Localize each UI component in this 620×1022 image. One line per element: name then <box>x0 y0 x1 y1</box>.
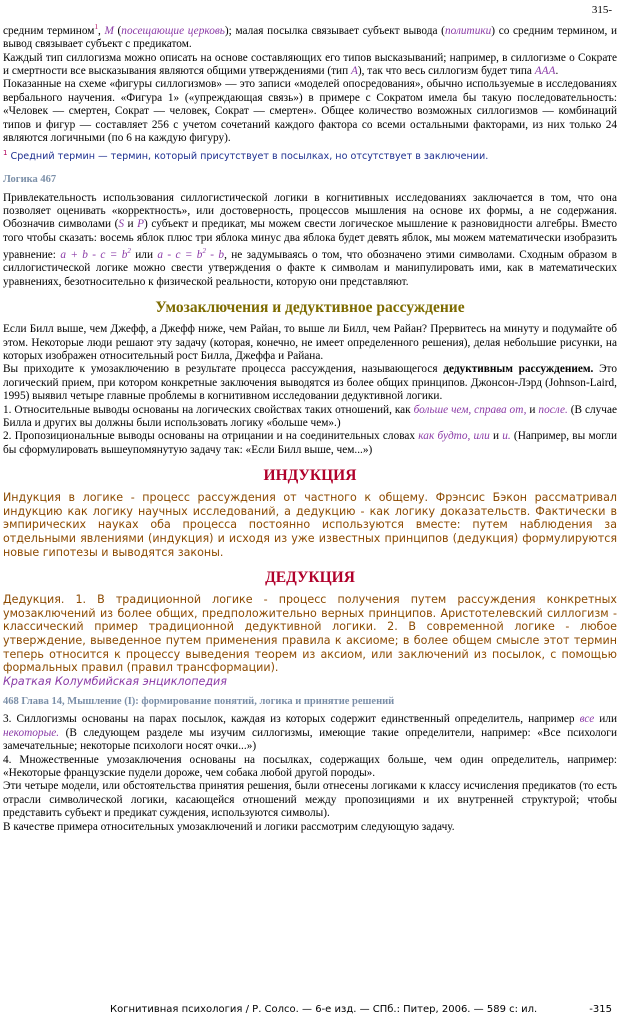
paragraph-syllogism-terms <box>3 21 617 52</box>
paragraph-syllogism-figures: Показанные на схеме «фигуры силлогизмов» — это записи «моделей опосредования», обычно используемые в исследованиях вербального научения. «Фигура 1» («упреждающая связь») в примере с Сократом имела бы такую последовательность: «Человек — смертен, Сократ — человек, Сократ — смертен». Общее количество возможных силлогизмов — комбинаций типов и фигур — составляет 256 с учетом сочетаний каждого фактора со всеми остальными факторами, из них только 24 являются логичными (по 6 на каждую фигуру). <box>3 78 617 145</box>
page-number-top: 315- <box>591 4 612 16</box>
heading-deduction: ДЕДУКЦИЯ <box>265 569 355 587</box>
term-deductive: дедуктивным рассуждением. <box>443 363 594 376</box>
equation-2-sup: 2 <box>202 247 206 256</box>
deduction-definition: Дедукция. 1. В традиционной логике - процесс получения путем рассуждения конкретных умозаключений из более общих, предположительно верных принципов. Аристотелевский силлогизм - классический пример традиционной дедуктивной логики. 2. В современной логике - любое утверждение, выведенное путем применения правила к аксиоме; в более общем смысле этот термин теперь относится к процессу выведения теорем из аксиом, или заключений из посылок, с помощью формальных правил (правил трансформации). <box>3 593 617 675</box>
footnote-text: Средний термин — термин, который присутствует в посылках, но отсутствует в заключении. <box>7 151 489 163</box>
induction-definition: Индукция в логике - процесс рассуждения от частного к общему. Фрэнсис Бэкон рассматривал индукцию как логику научных исследований, а дедукцию - как логику доказательств. Фактически в эмпирических науках оба процесса постоянно используются вместе: путем наблюдения за отдельными явлениями (индукция) и исходя из уже известных принципов (дедукция) формулируются новые гипотезы и выводятся законы. <box>3 491 617 559</box>
equation-1-text: a + b - c = b <box>60 249 128 261</box>
term-m: M <box>104 24 114 37</box>
page-body <box>3 0 617 834</box>
paragraph-logic-algebra <box>3 192 617 290</box>
equation-1-sup: 2 <box>127 247 131 256</box>
text: , <box>97 24 105 37</box>
text: ) со средним термином, и вывод связывает субъект с предикатом. <box>3 24 618 51</box>
footnote-mark: 1 <box>3 149 8 158</box>
text: и <box>489 430 503 443</box>
text: 1. Относительные выводы основаны на логических свойствах таких отношений, как <box>3 403 414 416</box>
text: , не задумываясь о том, что обозначено этими символами. Сходным образом в силлогистической логике можно свести утверждения о факте к символам и манипулировать ими, как в математических уравнениях, безотносительно к физической реальности, которую они представляют. <box>3 249 617 288</box>
text: (Например, вы могли бы сформулировать вышеупомянутую задачу так: «Если Билл выше, чем...») <box>3 430 617 456</box>
chapter-header: 468 Глава 14, Мышление (I): формирование понятий, логика и принятие решений <box>3 696 395 708</box>
text: и <box>124 218 138 231</box>
text: (В случае Билла и других вы должны были использовать логику «больше чем».) <box>3 403 617 430</box>
equation-2 <box>157 249 224 261</box>
equation-2-tail: - b <box>205 249 225 261</box>
text: ); малая посылка связывает субъект вывода ( <box>224 24 445 37</box>
example-term: после. <box>538 403 568 416</box>
paragraph-bill-problem: Если Билл выше, чем Джефф, а Джефф ниже, чем Райан, то выше ли Билл, чем Райан? Прервитесь на минуту и подумайте об этом. Некоторые люди решают эту задачу (которая, конечно, не имеет определенного решения), делая небольшие рисунки, на которых изображен относительный рост Билла, Джеффа и Райана. <box>3 323 617 363</box>
footer-page-number: -315 <box>589 1004 612 1015</box>
paragraph-predicate-calculus: Эти четыре модели, или обстоятельства принятия решения, были отнесены логиками к классу исчисления предикатов (то есть отрасли символической логики, касающейся отношений между пропозициями и их внутренней структурой; чтобы представить субъект и предикат суждения, используются символы). <box>3 780 617 820</box>
equation-2-text: a - c = b <box>157 249 203 261</box>
list-item-4: 4. Множественные умозаключения основаны на посылках, содержащих больше, чем один определитель, например: «Некоторые французские пудели дороже, чем собака любой другой породы». <box>3 753 617 780</box>
term-politicians: политики <box>444 24 492 37</box>
type-a: А <box>350 64 358 77</box>
equation-1 <box>60 249 131 261</box>
list-item-2 <box>3 430 617 457</box>
heading-induction: ИНДУКЦИЯ <box>263 467 357 485</box>
footnote-ref[interactable]: 1 <box>94 23 98 31</box>
example-terms: как будто, или <box>418 430 490 443</box>
text: ) субъект и предикат, мы можем свести логическое мышление к разновидности алгебры. Вместо того чтобы сказать: восемь яблок плюс три яблока минус два яблока будет девять яблок, мы можем математически изобразить уравнение: <box>3 218 617 261</box>
footer-reference: Когнитивная психология / Р. Солсо. — 6-е изд. — СПб.: Питер, 2006. — 589 с: ил. <box>110 1004 538 1015</box>
section-header-logic: Логика 467 <box>3 173 57 185</box>
text: Вы приходите к умозаключению в результате процесса рассуждения, называющегося <box>3 363 444 376</box>
text: . <box>555 64 559 77</box>
text: средним термином <box>3 24 95 37</box>
text: ), так что весь силлогизм будет типа <box>357 64 535 77</box>
term-churchgoers: посещающие церковь <box>121 24 225 37</box>
type-aaa: ААА <box>534 64 556 77</box>
text: (В следующем разделе мы изучим силлогизмы, имеющие такие определители, например: «Все психологи замечательные; некоторые психологи носят очки...») <box>3 726 617 753</box>
text: и <box>526 403 539 416</box>
text: или <box>130 249 158 261</box>
symbol-s: S <box>118 218 124 231</box>
list-item-3 <box>3 713 617 753</box>
text: 2. Пропозициональные выводы основаны на отрицании и на соединительных словах <box>3 430 419 443</box>
text: 3. Силлогизмы основаны на парах посылок, каждая из которых содержит единственный определитель, например <box>3 713 580 726</box>
paragraph-example-intro: В качестве примера относительных умозаключений и логики рассмотрим следующую задачу. <box>3 820 455 833</box>
text: Привлекательность использования силлогистической логики в когнитивных исследованиях заключается в том, что она позволяет оценивать «корректность», или достоверность, процессов мышления на основе их формы, а не содержания. Обозначив символами ( <box>3 191 617 231</box>
text: ( <box>113 24 122 37</box>
text: Это логический прием, при котором конкретные заключения выводятся из более общих принципов. Джонсон-Лэрд (Johnson-Laird, 1995) выявил четыре главные проблемы в когнитивном исследовании дедуктивной логики. <box>3 363 617 403</box>
text: Каждый тип силлогизма можно описать на основе составляющих его типов высказываний; например, в силлогизме о Сократе и смертности все высказывания являются общими утверждениями (тип <box>3 51 617 77</box>
paragraph-deductive-definition <box>3 363 617 403</box>
quantifier-all: все <box>579 713 595 726</box>
deduction-source: Краткая Колумбийская энциклопедия <box>3 674 227 688</box>
heading-deductive-reasoning: Умозаключения и дедуктивное рассуждение <box>155 299 465 317</box>
footnote <box>3 147 617 163</box>
symbol-p: P <box>137 218 145 231</box>
example-terms: больше чем, справа от, <box>413 403 527 416</box>
list-item-1 <box>3 404 617 431</box>
text: или <box>594 713 617 726</box>
quantifier-some: некоторые. <box>3 726 60 739</box>
example-term: и. <box>502 430 511 443</box>
paragraph-syllogism-types <box>3 52 617 79</box>
